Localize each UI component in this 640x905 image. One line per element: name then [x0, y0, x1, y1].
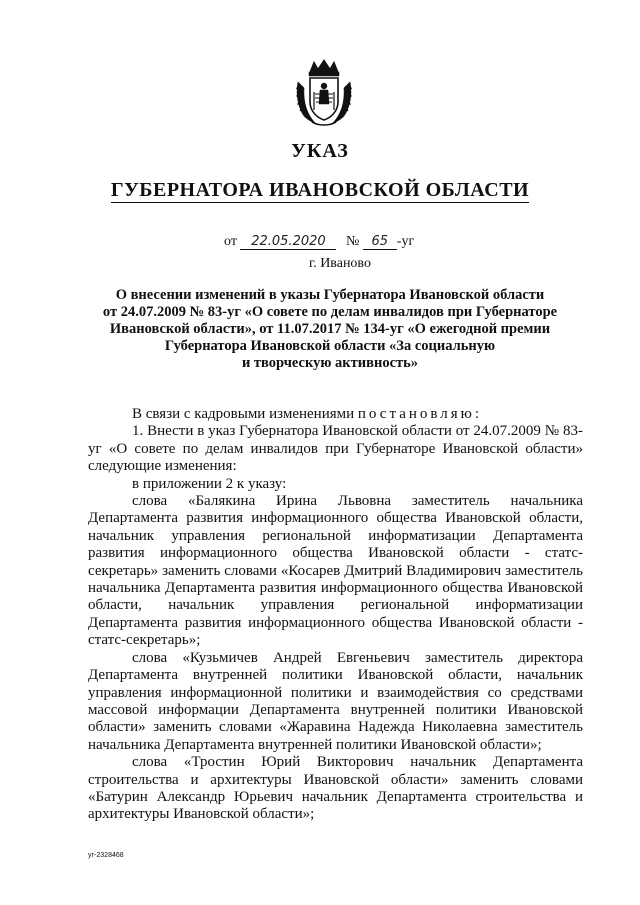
- subject-line: О внесении изменений в указы Губернатора Ивановской области: [115, 287, 545, 303]
- date-number-line: [224, 234, 414, 250]
- decree-authority-text: ГУБЕРНАТОРА ИВАНОВСКОЙ ОБЛАСТИ: [110, 179, 530, 201]
- handwritten-date: 22.05.2020: [240, 235, 336, 250]
- number-sign: №: [345, 234, 360, 249]
- subject-line: Губернатора Ивановской области «За социальную: [164, 338, 496, 354]
- date-prefix: от: [224, 234, 237, 249]
- decree-body: [88, 406, 583, 824]
- paragraph-2: в приложении 2 к указу:: [132, 475, 287, 492]
- decree-subject: [90, 287, 570, 372]
- document-code: уг-2328468: [88, 852, 124, 859]
- city: г. Иваново: [309, 256, 371, 271]
- subject-line: Ивановской области», от 11.07.2017 № 134-уг «О ежегодной премии: [109, 321, 551, 337]
- number-suffix: -уг: [396, 234, 415, 249]
- coat-of-arms-icon: [294, 58, 354, 128]
- intro-paragraph: [88, 406, 583, 423]
- paragraph-4: слова «Кузьмичев Андрей Евгеньевич заместитель директора Департамента внутренней политики Ивановской области, начальник управления информационной политики и взаимодействия со средствами массовой информации Департамента внутренней политики Ивановской области» заменить словами «Жаравина Надежда Николаевна заместитель начальника Департамента внутренней политики Ивановской области»;: [88, 649, 583, 753]
- paragraph-5: слова «Тростин Юрий Викторович начальник Департамента строительства и архитектуры Ивановской области» заменить словами «Батурин Александр Юрьевич начальник Департамента строительства и архитектуры Ивановской области»;: [88, 754, 583, 823]
- subject-line: и творческую активность»: [241, 355, 419, 371]
- paragraph-3: слова «Балякина Ирина Львовна заместитель начальника Департамента развития информационного общества Ивановской области, начальник управления региональной информатизации Департамента развития информационного общества Ивановской области - статс-секретарь» заменить словами «Косарев Дмитрий Владимирович заместитель начальника Департамента развития информационного общества Ивановской области, начальник управления региональной информатизации Департамента развития информационного общества Ивановской области - статс-секретарь»;: [88, 493, 583, 649]
- decree-title: УКАЗ: [291, 140, 349, 162]
- intro-text: В связи с кадровыми изменениями: [132, 406, 355, 422]
- paragraph-1: 1. Внести в указ Губернатора Ивановской области от 24.07.2009 № 83-уг «О совете по делам инвалидов при Губернаторе Ивановской области» следующие изменения:: [88, 423, 583, 475]
- handwritten-number: 65: [363, 235, 397, 250]
- subject-line: от 24.07.2009 № 83-уг «О совете по делам инвалидов при Губернаторе: [102, 304, 558, 320]
- decree-authority: [0, 179, 640, 202]
- intro-spaced-word: постановляю:: [357, 406, 483, 422]
